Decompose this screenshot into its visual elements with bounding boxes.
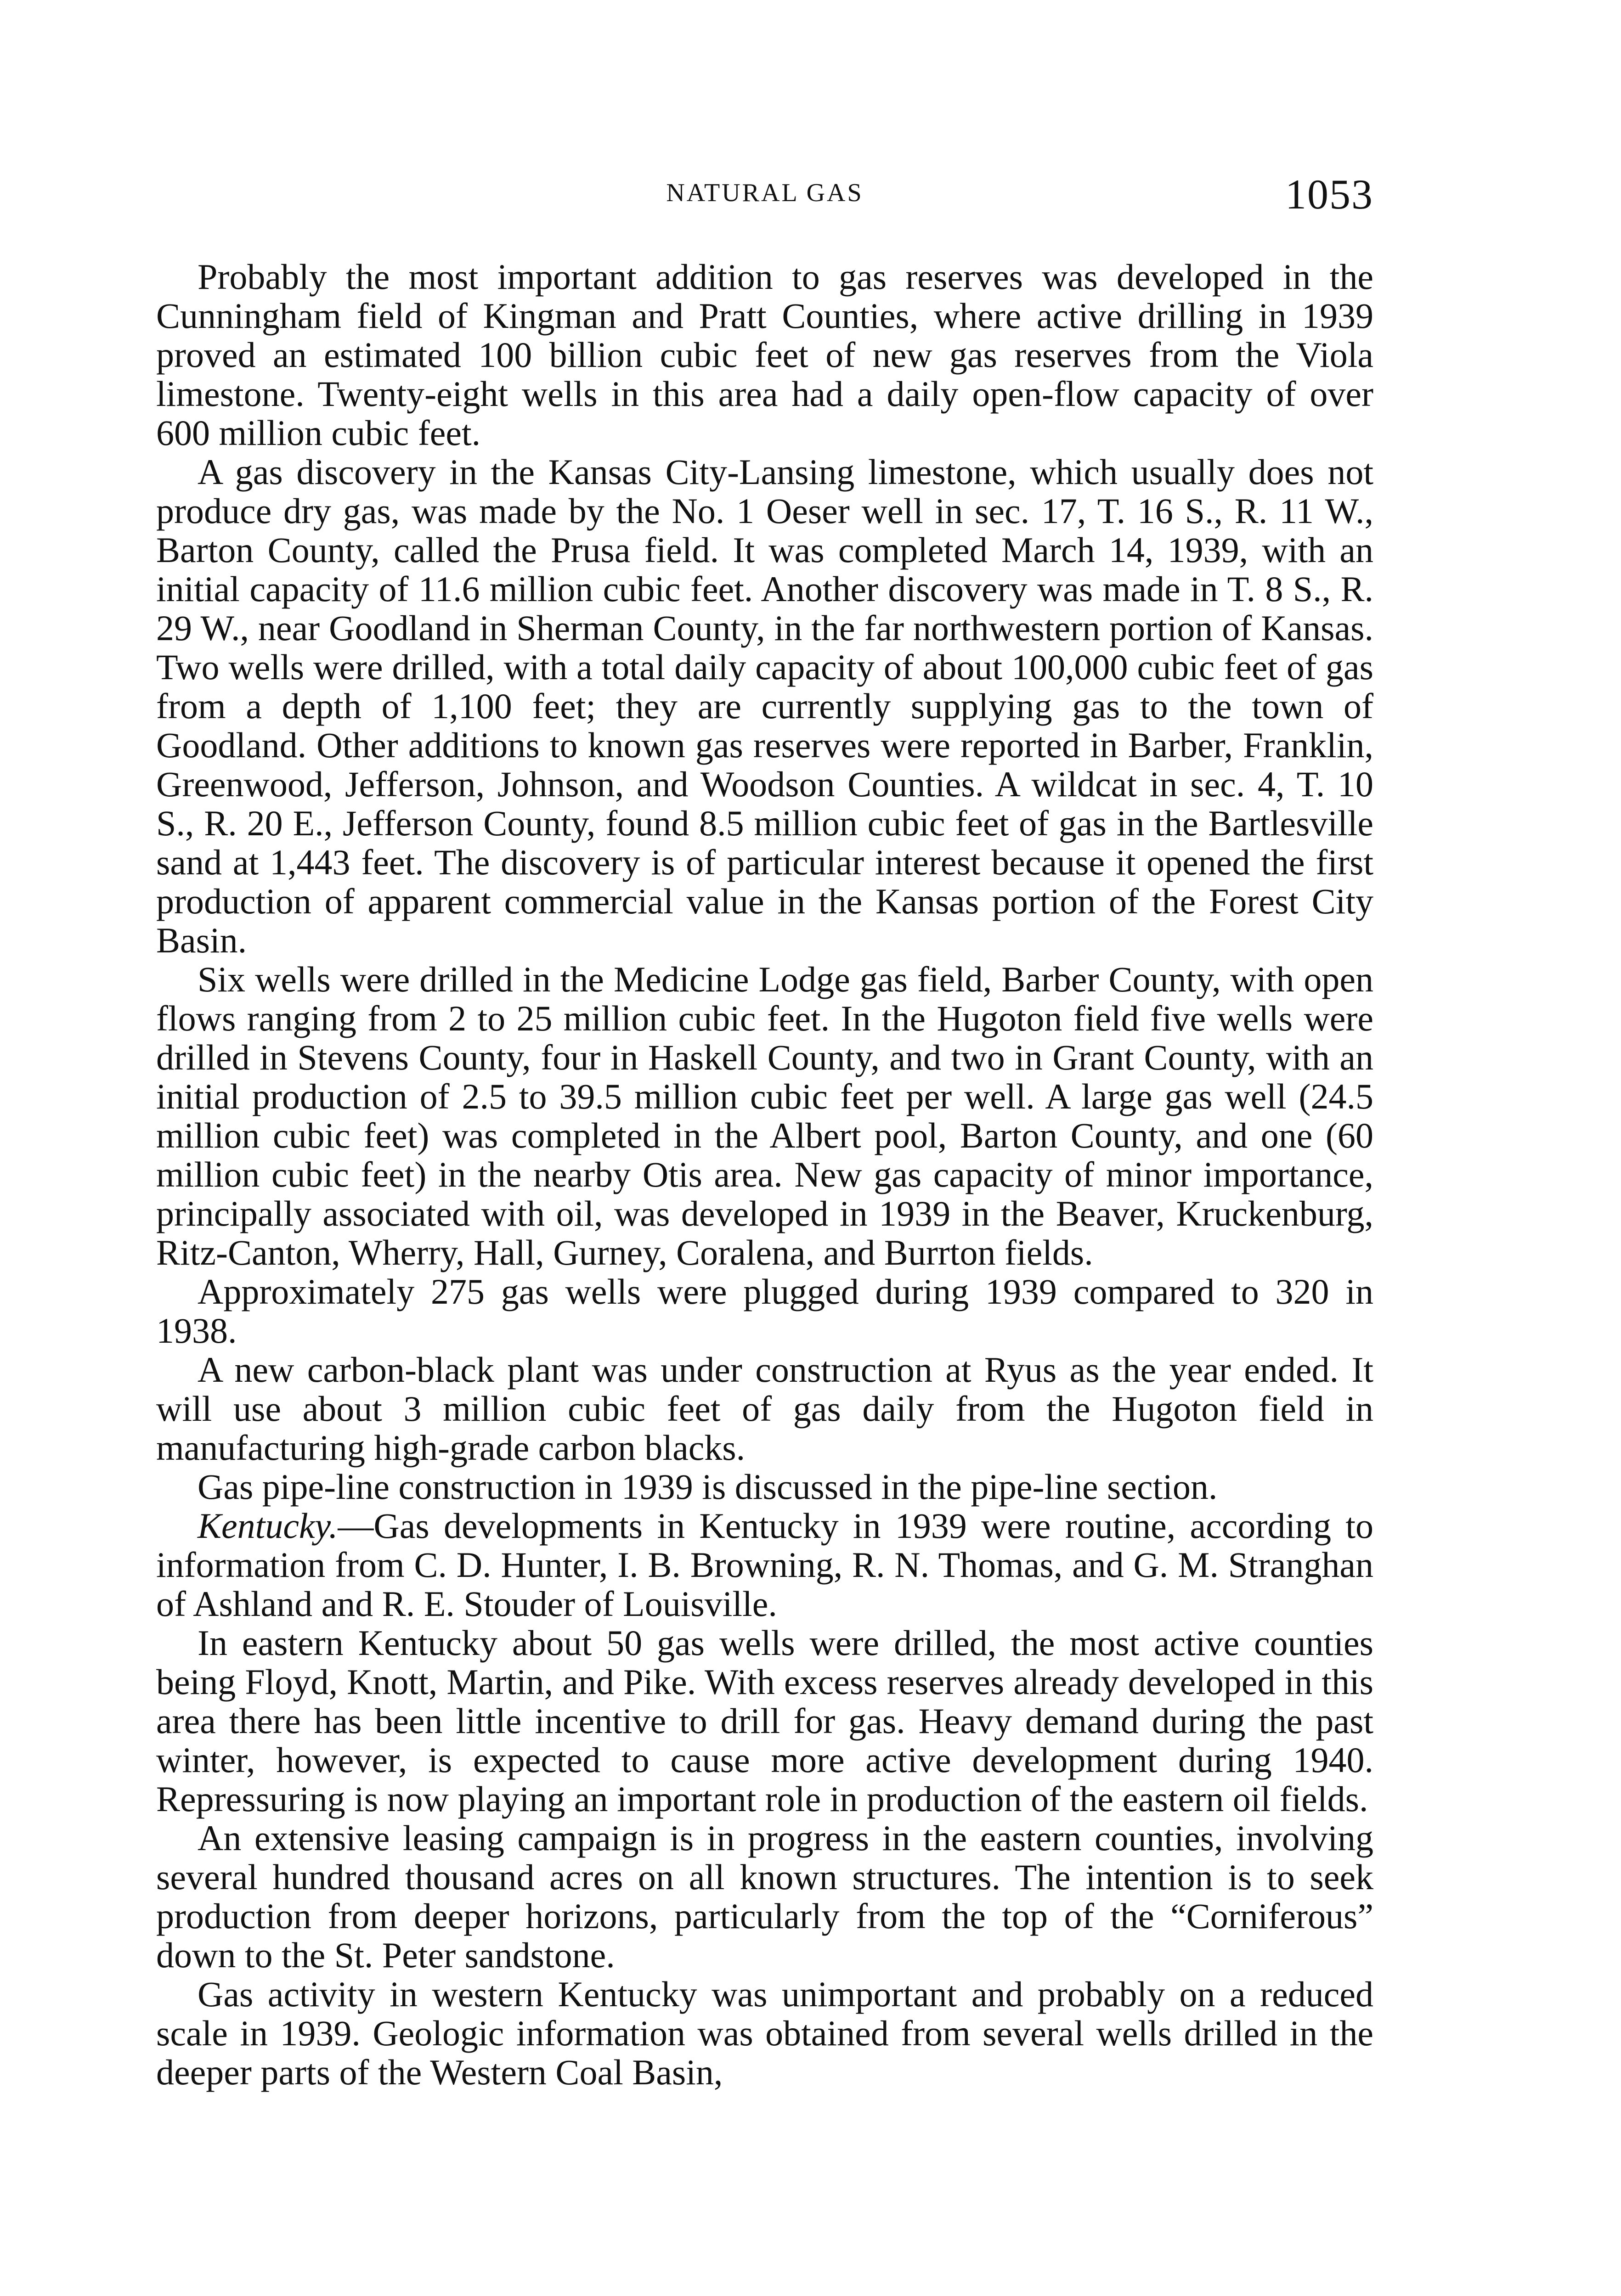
paragraph-text: Probably the most important addition to gas reserves was developed in the Cunningham field of Kingman and Pratt Counties, where active drilling in 1939 proved an estimated 100 billion cubic feet of new gas reserves from the Viola limestone. Twenty-eight wells in this area had a daily open-flow capacity of over 600 million cubic feet. [156,257,1373,453]
paragraph-carbon-black-plant [156,1350,1373,1467]
paragraph-text: Gas pipe-line construction in 1939 is discussed in the pipe-line section. [198,1467,1218,1507]
paragraph-kansas-discoveries [156,452,1373,960]
paragraph-text: Gas activity in western Kentucky was unimportant and probably on a reduced scale in 1939. Geologic information was obtained from several wells drilled in the deeper parts of the Western Coal Basin, [156,1974,1373,2092]
paragraph-wells-plugged [156,1272,1373,1350]
running-head: NATURAL GAS [666,179,864,207]
paragraph-kentucky-intro [156,1506,1373,1623]
paragraph-cunningham-field [156,257,1373,452]
paragraph-eastern-kentucky [156,1623,1373,1818]
paragraph-medicine-lodge [156,960,1373,1272]
page-number: 1053 [1285,171,1373,218]
section-lead: Kentucky. [198,1506,338,1546]
paragraph-text: An extensive leasing campaign is in progress in the eastern counties, involving several hundred thousand acres on all known structures. The intention is to seek production from deeper horizons, particularly from the top of the “Corniferous” down to the St. Peter sandstone. [156,1818,1373,1975]
paragraph-western-kentucky [156,1975,1373,2092]
paragraph-text: A gas discovery in the Kansas City-Lansing limestone, which usually does not produce dry gas, was made by the No. 1 Oeser well in sec. 17, T. 16 S., R. 11 W., Barton County, called the Prusa field. It was completed March 14, 1939, with an initial capacity of 11.6 million cubic feet. Another discovery was made in T. 8 S., R. 29 W., near Goodland in Sherman County, in the far northwestern portion of Kansas. Two wells were drilled, with a total daily capacity of about 100,000 cubic feet of gas from a depth of 1,100 feet; they are currently supplying gas to the town of Goodland. Other additions to known gas reserves were reported in Barber, Franklin, Greenwood, Jefferson, Johnson, and Woodson Counties. A wildcat in sec. 4, T. 10 S., R. 20 E., Jefferson County, found 8.5 million cubic feet of gas in the Bartlesville sand at 1,443 feet. The discovery is of particular interest because it opened the first production of apparent commercial value in the Kansas portion of the Forest City Basin. [156,452,1373,960]
page-header [156,171,1373,225]
paragraph-text: Approximately 275 gas wells were plugged during 1939 compared to 320 in 1938. [156,1272,1373,1351]
paragraph-leasing-campaign [156,1818,1373,1975]
paragraph-text: A new carbon-black plant was under construction at Ryus as the year ended. It will use about 3 million cubic feet of gas daily from the Hugoton field in manufacturing high-grade carbon blacks. [156,1350,1373,1468]
paragraph-text: —Gas developments in Kentucky in 1939 were routine, according to information from C. D. Hunter, I. B. Browning, R. N. Thomas, and G. M. Stranghan of Ashland and R. E. Stouder of Louisville. [156,1506,1373,1624]
body-text [156,257,1373,2092]
paragraph-pipe-line [156,1467,1373,1506]
paragraph-text: Six wells were drilled in the Medicine Lodge gas field, Barber County, with open flows ranging from 2 to 25 million cubic feet. In the Hugoton field five wells were drilled in Stevens County, four in Haskell County, and two in Grant County, with an initial production of 2.5 to 39.5 million cubic feet per well. A large gas well (24.5 million cubic feet) was completed in the Albert pool, Barton County, and one (60 million cubic feet) in the nearby Otis area. New gas capacity of minor importance, principally associated with oil, was developed in 1939 in the Beaver, Kruckenburg, Ritz-Canton, Wherry, Hall, Gurney, Coralena, and Burrton fields. [156,959,1373,1272]
paragraph-text: In eastern Kentucky about 50 gas wells were drilled, the most active counties being Floyd, Knott, Martin, and Pike. With excess reserves already developed in this area there has been little incentive to drill for gas. Heavy demand during the past winter, however, is expected to cause more active development during 1940. Repressuring is now playing an important role in production of the eastern oil fields. [156,1623,1373,1819]
